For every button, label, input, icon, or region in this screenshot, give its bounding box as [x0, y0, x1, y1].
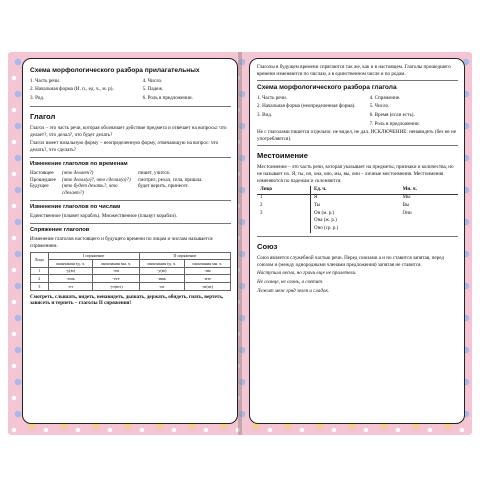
union-title: Союз [257, 242, 278, 252]
pronoun-table [257, 186, 458, 233]
list-item: 2. Начальная форма (неопределенная форма). [257, 103, 356, 110]
conjugation-text: Изменение глаголов настоящего и будущего времени по лицам и числам называется спряжением. [30, 236, 213, 249]
conjugation-table [30, 252, 231, 291]
divider [30, 106, 231, 107]
table-subheader: окончания мн. ч. [93, 260, 139, 268]
table-row: 1 Я Мы [257, 194, 458, 202]
number-text: Единственное (плывет кораблъ). Множественное (плывут корабли). [30, 213, 178, 220]
list-item: 5. Число. [369, 103, 390, 110]
table-subheader: окончания мн. ч. [184, 260, 230, 268]
table-header: II спряжение [139, 252, 230, 260]
example-line: Лежит меж гряд зелен и сладок. [257, 287, 330, 294]
table-row: 3 -ет -ут(ют) -ит -ат(ят) [31, 283, 231, 291]
list-item: 6. Время (если есть). [369, 112, 415, 118]
tense-row: Будущее (что будет делать?, что сделает?) будет верить, принесет. [30, 183, 189, 197]
example-line: Наступила весна, но грачи еще не прилетели. [257, 270, 357, 277]
tense-title: Изменение глаголов по временам [30, 160, 128, 167]
divider [30, 223, 231, 224]
future-tense-text: Глаголы в будущем времени спрягаются так же, как и в настоящем. Глаголы прошедшего времени изменяются по числам, а в единственном числе и по родам. [257, 64, 451, 77]
verb-title: Глагол [30, 112, 56, 122]
tense-row: Прошедшее (что делал(а)?, что сделал(а)?) смотрел, рехал, села, пришла. [30, 176, 203, 183]
divider [30, 157, 231, 158]
table-subheader: окончания ед. ч. [48, 260, 93, 268]
verb-scheme-list [257, 95, 458, 129]
right-page [249, 58, 465, 424]
table-row: Оно (ср. р.) [257, 226, 458, 234]
divider [257, 236, 458, 237]
adjective-scheme-list [30, 78, 231, 104]
table-row: 2 Ты Вы [257, 203, 458, 211]
list-item: 4. Число. [142, 77, 163, 84]
ne-rule: Не с глаголами пишется отдельно: не видел, не дал. ИСКЛЮЧЕНИЕ: ненавидеть (без не не употребляется). [257, 129, 456, 142]
table-row: 3 Он (м. р.) Они [257, 210, 458, 218]
table-row: 1 -у(ю) -ем -у(ю) -им [31, 267, 231, 275]
pronoun-title: Местоимение [257, 151, 308, 161]
list-item: 6. Роль в предложении. [142, 94, 193, 101]
conjugation-title: Спряжение глаголов [30, 226, 90, 233]
list-item: 1. Часть речи. [257, 94, 287, 101]
divider [30, 200, 231, 201]
union-text: Союз является служебной частью речи. Перед союзами а и но ставится запятая, перед союзом и (между однородными членами предложения) запятая не ставится. [257, 255, 444, 268]
list-item: 5. Падеж. [142, 86, 164, 93]
list-item: 3. Род. [30, 94, 45, 101]
pronoun-definition: Местоимение – это часть речи, которая указывает на предметы, признаки и количества, но не называет их. Я, ты, он, она, оно, мы, вы, они – личные местоимения. Местоимения изменяются по падежам и склоняются. [257, 164, 454, 184]
verb-definition-2: Глагол имеет начальную форму – неопределенную форму, отвечающую на вопрос: что делать?, что сделать? [30, 140, 219, 154]
list-item: 7. Роль в предложении. [369, 120, 420, 127]
example-line: Не солнце, не огонь, а светит. [257, 278, 324, 285]
list-item: 1. Часть речи. [30, 77, 60, 84]
verb-scheme-title: Схема морфологического разбора глагола [257, 84, 397, 92]
notebook-spine [238, 52, 242, 435]
verb-definition: Глагол – это часть речи, которая обозначает действие предмета и отвечает на вопросы: что делает?, что делал?, что будет делать? [30, 125, 227, 138]
tense-row: Настоящее (что делает?) пишет, учится. [30, 170, 171, 177]
list-item: 3. Вид. [257, 112, 273, 118]
list-item: 4. Спряжение. [369, 94, 401, 101]
table-header: I спряжение [48, 252, 139, 260]
table-row: 2 -ешь -ете -ишь -ите [31, 275, 231, 283]
table-header-row: Лицо Ед. ч. Мн. ч. [257, 186, 458, 194]
exceptions-note: Смотреть, слышать, видеть, ненавидеть, дышать, держать, обидеть, гнать, вертеть, зависеть и терпеть – глаголы II спряжения! [30, 293, 224, 307]
table-row: Она (ж. р.) [257, 218, 458, 226]
divider [257, 145, 458, 146]
number-title: Изменение глаголов по числам [30, 203, 121, 210]
divider [257, 80, 458, 81]
table-subheader: окончания ед. ч. [139, 260, 184, 268]
adjective-scheme-title: Схема морфологического разбора прилагательных [30, 67, 200, 74]
table-header: Лицо [31, 252, 49, 267]
list-item: 2. Начальная форма (И. п., ед. ч., м. р). [30, 86, 114, 93]
left-page [22, 58, 238, 424]
